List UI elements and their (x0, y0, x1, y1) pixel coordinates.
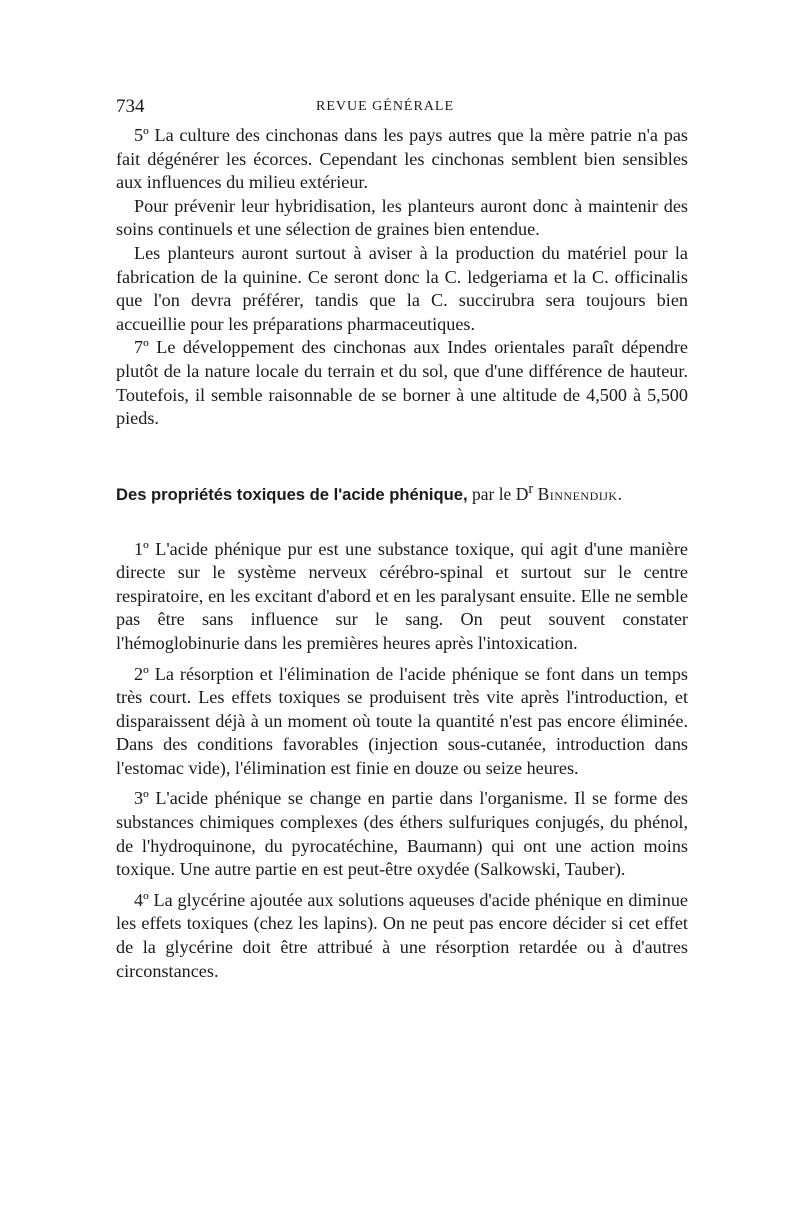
item-1: 1º L'acide phénique pur est une substance toxique, qui agit d'une manière directe sur le système nerveux cérébro-spinal et surtout sur le centre respiratoire, en les excitant d'abord et en les paralysant ensuite. Elle ne semble pas être sans influence sur le sang. On peut souvent constater l'hémoglobinurie dans les premières heures après l'intoxication. (116, 538, 688, 653)
paragraph-7: 7º Le développement des cinchonas aux Indes orientales paraît dépendre plutôt de la nature locale du terrain et du sol, que d'une différence de hauteur. Toutefois, il semble raisonnable de se borner à une altitude de 4,500 à 5,500 pieds. (116, 337, 688, 429)
section-acide-phenique (116, 538, 688, 984)
page (116, 96, 688, 983)
article-author: Binnendijk. (537, 483, 623, 504)
item-4: 4º La glycérine ajoutée aux solutions aqueuses d'acide phénique en diminue les effets toxiques (chez les lapins). On ne peut pas encore décider si cet effet de la glycérine doit être attribué à une résorption retardée ou à d'autres circonstances. (116, 889, 688, 981)
article-title-text: Des propriétés toxiques de l'acide phénique, (116, 484, 468, 504)
page-number: 734 (116, 96, 145, 117)
article-title (116, 477, 688, 507)
byline-sup: r (528, 480, 534, 497)
section-cinchonas (116, 124, 688, 431)
paragraph-production: Les planteurs auront surtout à aviser à la production du matériel pour la fabrication de la quinine. Ce seront donc la C. ledgeriama et la C. officinalis que l'on devra préférer, tandis que la C. succirubra sera toujours bien accueillie pour les préparations pharmaceutiques. (116, 242, 688, 334)
byline-prefix: par le D (471, 483, 529, 504)
item-2: 2º La résorption et l'élimination de l'acide phénique se font dans un temps très court. Les effets toxiques se produisent très vite après l'introduction, et disparaissent déjà à un moment où toute la quantité n'est pas encore éliminée. Dans des conditions favorables (injection sous-cutanée, introduction dans l'estomac vide), l'élimination est finie en douze ou seize heures. (116, 663, 688, 778)
running-head (116, 96, 688, 124)
paragraph-5: 5º La culture des cinchonas dans les pays autres que la mère patrie n'a pas fait dégénérer les écorces. Cependant les cinchonas semblent bien sensibles aux influences du milieu extérieur. (116, 125, 688, 193)
running-title: REVUE GÉNÉRALE (316, 99, 455, 114)
item-3: 3º L'acide phénique se change en partie dans l'organisme. Il se forme des substances chimiques complexes (des éthers sulfuriques conjugés, du phénol, de l'hydroquinone, du pyrocatéchine, Baumann) qui ont une action moins toxique. Une autre partie en est peut-être oxydée (Salkowski, Tauber). (116, 788, 688, 880)
paragraph-hybridisation: Pour prévenir leur hybridisation, les planteurs auront donc à maintenir des soins continuels et une sélection de graines bien entendue. (116, 195, 688, 240)
